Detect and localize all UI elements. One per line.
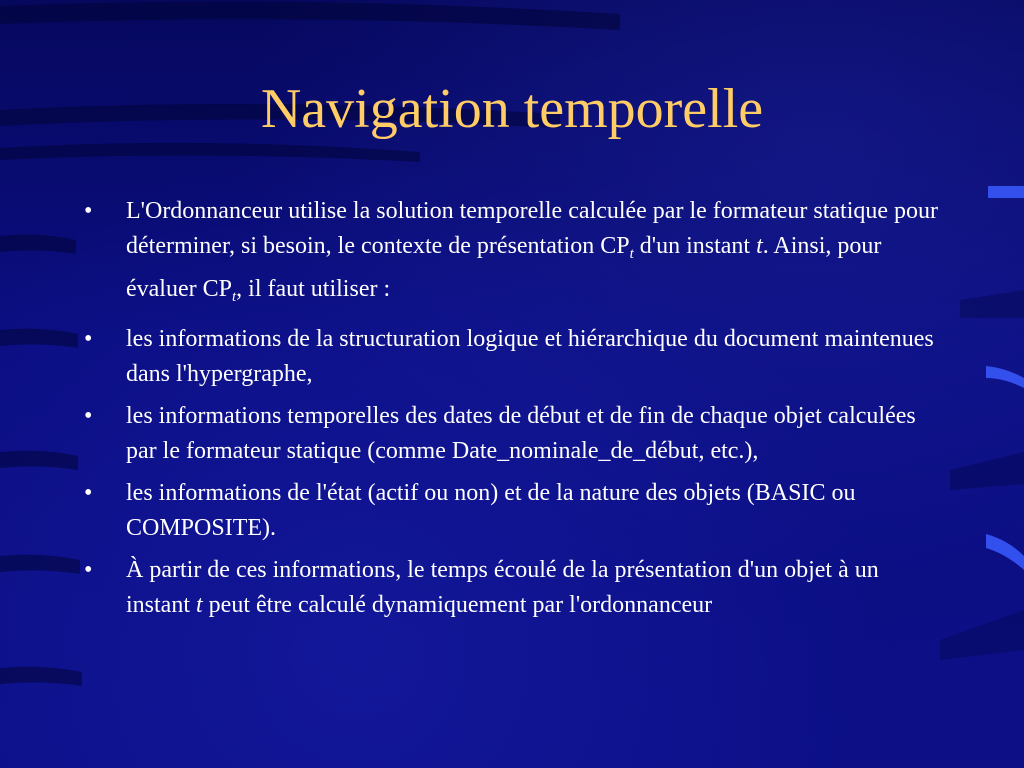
bullet-icon: • bbox=[84, 326, 93, 352]
list-item bbox=[84, 322, 944, 392]
bullet-text: les informations temporelles des dates de début et de fin de chaque objet calculées par le formateur statique (comme Date_nominale_de_début, etc.), bbox=[126, 403, 916, 464]
bullet-icon: • bbox=[84, 403, 93, 429]
bullet-text: les informations de l'état (actif ou non) et de la nature des objets (BASIC ou COMPOSITE). bbox=[126, 480, 856, 541]
bullet-text: L'Ordonnanceur utilise la solution temporelle calculée par le formateur statique pour déterminer, si besoin, le contexte de présentation $CP_t$ d'un instant t. Ainsi, pour évaluer $CP_t$, il faut utiliser : bbox=[126, 198, 939, 305]
bullet-list bbox=[84, 194, 944, 630]
bullet-text: les informations de la structuration logique et hiérarchique du document maintenues dans l'hypergraphe, bbox=[126, 326, 934, 387]
list-item bbox=[84, 553, 944, 623]
slide-title: Navigation temporelle bbox=[260, 78, 764, 140]
list-item bbox=[84, 399, 944, 469]
bullet-icon: • bbox=[84, 198, 93, 224]
bullet-icon: • bbox=[84, 557, 93, 583]
bullet-icon: • bbox=[84, 480, 93, 506]
list-item bbox=[84, 194, 944, 315]
light-stripes bbox=[986, 186, 1024, 570]
bullet-text: À partir de ces informations, le temps écoulé de la présentation d'un objet à un instant t peut être calculé dynamiquement par l'ordonnanceur bbox=[126, 557, 879, 618]
list-item bbox=[84, 476, 944, 546]
